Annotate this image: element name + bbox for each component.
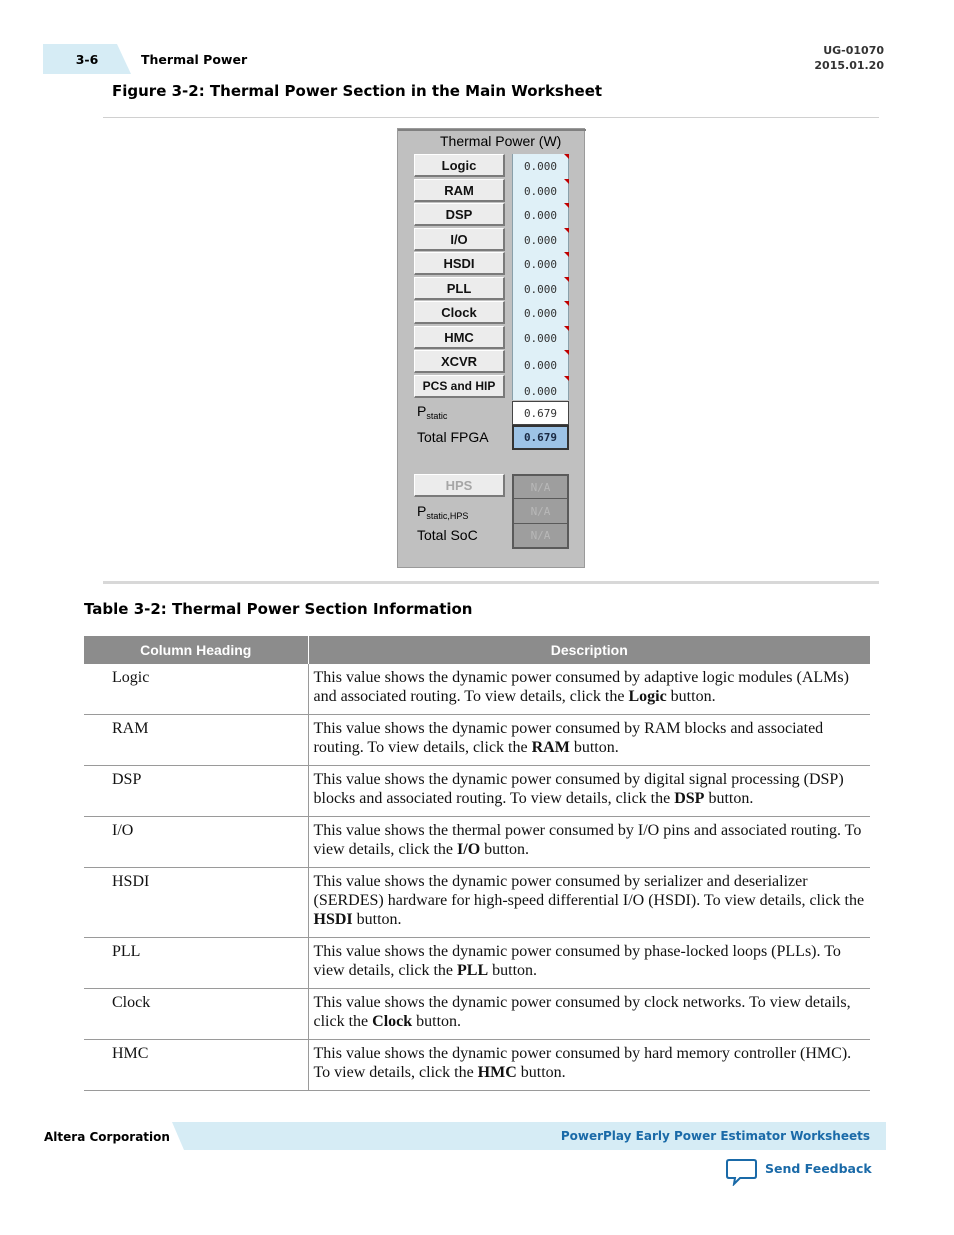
- table-row: [84, 715, 870, 766]
- row-heading: HMC: [84, 1040, 308, 1091]
- row-heading: Clock: [84, 989, 308, 1040]
- logic-value: 0.000: [512, 154, 569, 179]
- thermal-power-panel: [397, 128, 585, 568]
- pstatic-value: 0.679: [512, 401, 569, 425]
- divider: [103, 581, 879, 584]
- info-table: [84, 636, 870, 1091]
- row-description: This value shows the thermal power consumed by I/O pins and associated routing. To view details, click the I/O button.: [308, 817, 870, 868]
- pstatic-hps-value: N/A: [512, 499, 569, 525]
- table-row: [84, 664, 870, 715]
- row-description: This value shows the dynamic power consumed by phase-locked loops (PLLs). To view details, click the PLL button.: [308, 938, 870, 989]
- logic-button[interactable]: Logic: [414, 154, 505, 177]
- table-row: [84, 766, 870, 817]
- table-caption: Table 3-2: Thermal Power Section Information: [84, 600, 473, 618]
- row-description: This value shows the dynamic power consumed by RAM blocks and associated routing. To view details, click the RAM button.: [308, 715, 870, 766]
- dsp-button[interactable]: DSP: [414, 203, 505, 226]
- pstatic-label: $P_{static}$: [417, 403, 448, 421]
- page-number: 3-6: [75, 51, 99, 67]
- divider: [103, 117, 879, 118]
- hps-button: HPS: [414, 474, 505, 497]
- xcvr-button[interactable]: XCVR: [414, 350, 505, 373]
- hmc-button[interactable]: HMC: [414, 326, 505, 349]
- ram-button[interactable]: RAM: [414, 179, 505, 202]
- row-description: This value shows the dynamic power consumed by adaptive logic modules (ALMs) and associated routing. To view details, click the Logic button.: [308, 664, 870, 715]
- hps-value: N/A: [512, 474, 569, 500]
- row-description: This value shows the dynamic power consumed by digital signal processing (DSP) blocks and associated routing. To view details, click the DSP button.: [308, 766, 870, 817]
- pcs-hip-value: 0.000: [512, 376, 569, 400]
- panel-top-border: [398, 129, 586, 131]
- figure-caption: Figure 3-2: Thermal Power Section in the Main Worksheet: [112, 82, 603, 100]
- column-header: Description: [308, 636, 870, 664]
- row-description: This value shows the dynamic power consumed by clock networks. To view details, click the Clock button.: [308, 989, 870, 1040]
- table-row: [84, 817, 870, 868]
- io-button[interactable]: I/O: [414, 228, 505, 251]
- io-value: 0.000: [512, 228, 569, 253]
- doc-meta: [814, 43, 884, 73]
- row-description: This value shows the dynamic power consumed by serializer and deserializer (SERDES) hardware for high-speed differential I/O (HSDI). To view details, click the HSDI button.: [308, 868, 870, 938]
- row-heading: DSP: [84, 766, 308, 817]
- total-soc-label: Total SoC: [417, 527, 478, 543]
- pll-button[interactable]: PLL: [414, 277, 505, 300]
- table-row: [84, 989, 870, 1040]
- panel-title: Thermal Power (W): [440, 133, 562, 149]
- clock-button[interactable]: Clock: [414, 301, 505, 324]
- footer-doc-title[interactable]: PowerPlay Early Power Estimator Worksheets: [560, 1129, 870, 1143]
- hsdi-button[interactable]: HSDI: [414, 252, 505, 275]
- row-heading: HSDI: [84, 868, 308, 938]
- total-fpga-label: Total FPGA: [417, 429, 489, 445]
- table-row: [84, 1040, 870, 1091]
- company-name: Altera Corporation: [44, 1130, 170, 1144]
- feedback-icon[interactable]: [726, 1158, 758, 1186]
- column-header: Column Heading: [84, 636, 308, 664]
- dsp-value: 0.000: [512, 203, 569, 228]
- pll-value: 0.000: [512, 277, 569, 302]
- doc-date: 2015.01.20: [814, 59, 884, 72]
- table-row: [84, 868, 870, 938]
- row-heading: PLL: [84, 938, 308, 989]
- send-feedback-link[interactable]: Send Feedback: [765, 1161, 872, 1176]
- row-heading: RAM: [84, 715, 308, 766]
- total-fpga-value: 0.679: [512, 425, 569, 450]
- section-title: Thermal Power: [141, 52, 248, 67]
- total-soc-value: N/A: [512, 524, 569, 549]
- row-description: This value shows the dynamic power consumed by hard memory controller (HMC). To view details, click the HMC button.: [308, 1040, 870, 1091]
- doc-id: UG-01070: [823, 44, 884, 57]
- ram-value: 0.000: [512, 179, 569, 204]
- table-header-row: [84, 636, 870, 664]
- table-row: [84, 938, 870, 989]
- hmc-value: 0.000: [512, 326, 569, 351]
- pstatic-hps-label: $P_{static,HPS}$: [417, 503, 469, 521]
- row-heading: Logic: [84, 664, 308, 715]
- hsdi-value: 0.000: [512, 252, 569, 277]
- row-heading: I/O: [84, 817, 308, 868]
- clock-value: 0.000: [512, 301, 569, 326]
- pcs-hip-button[interactable]: PCS and HIP: [414, 375, 505, 398]
- xcvr-value: 0.000: [512, 350, 569, 376]
